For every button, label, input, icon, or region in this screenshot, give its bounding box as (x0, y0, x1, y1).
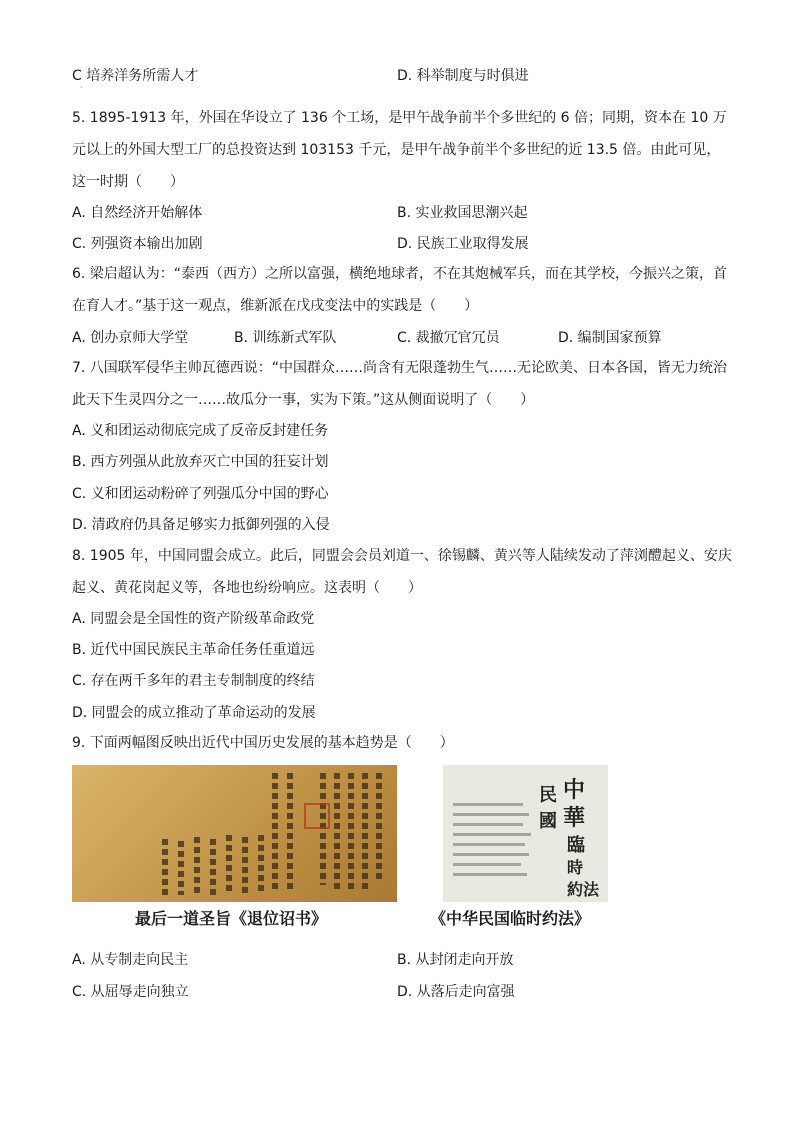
q6-option-c[interactable]: C. 裁撤冗官冗员 (397, 330, 500, 346)
caption-abdication-edict: 最后一道圣旨《退位诏书》 (135, 909, 328, 928)
stray-dot: · (80, 83, 83, 92)
q9-option-a[interactable]: A. 从专制走向民主 (72, 952, 189, 968)
q5-option-d[interactable]: D. 民族工业取得发展 (397, 236, 529, 252)
q7-option-d[interactable]: D. 清政府仍具备足够实力抵御列强的入侵 (72, 517, 330, 533)
q9-option-b[interactable]: B. 从封闭走向开放 (397, 952, 514, 968)
q4-options-row (72, 66, 732, 86)
q7-option-b[interactable]: B. 西方列强从此放弃灭亡中国的狂妄计划 (72, 454, 329, 470)
q9-stem: 9. 下面两幅图反映出近代中国历史发展的基本趋势是（ ） (72, 735, 454, 751)
q5-option-c[interactable]: C. 列强资本输出加剧 (72, 236, 203, 252)
q9-options-row-1 (72, 950, 732, 970)
q6-stem: 6. 梁启超认为：“泰西（西方）之所以富强，横绝地球者，不在其炮械军兵，而在其学校，今振兴之策，首在育人才。”基于这一观点，维新派在戊戌变法中的实践是（ ） (72, 266, 728, 314)
q4-option-d[interactable]: D. 科举制度与时俱进 (397, 68, 529, 84)
q5-stem: 5. 1895-1913 年，外国在华设立了 136 个工场，是甲午战争前半个多世纪的 6 倍；同期，资本在 10 万元以上的外国大型工厂的总投资达到 103153 千元，是甲午战争前半个多世纪的近 13.5 倍。由此可见，这一时期（ ） (72, 110, 727, 190)
q8-option-b[interactable]: B. 近代中国民族民主革命任务任重道远 (72, 642, 315, 658)
q7-stem: 7. 八国联军侵华主帅瓦德西说：“中国群众……尚含有无限蓬勃生气……无论欧美、日本各国，皆无力统治此天下生灵四分之一……故瓜分一事，实为下策。”这从侧面说明了（ ） (72, 360, 728, 408)
q8-option-c[interactable]: C. 存在两千多年的君主专制制度的终结 (72, 673, 315, 689)
q6-option-a[interactable]: A. 创办京师大学堂 (72, 330, 189, 346)
q8-option-a[interactable]: A. 同盟会是全国性的资产阶级革命政党 (72, 611, 315, 627)
q9-option-d[interactable]: D. 从落后走向富强 (397, 984, 515, 1000)
q8-stem: 8. 1905 年，中国同盟会成立。此后，同盟会会员刘道一、徐锡麟、黄兴等人陆续发动了萍浏醴起义、安庆起义、黄花岗起义等，各地也纷纷响应。这表明（ ） (72, 548, 732, 596)
q6-option-d[interactable]: D. 编制国家预算 (558, 330, 662, 346)
q5-option-a[interactable]: A. 自然经济开始解体 (72, 205, 203, 221)
q7-option-c[interactable]: C. 义和团运动粉碎了列强瓜分中国的野心 (72, 486, 329, 502)
q5-options-row-1 (72, 203, 732, 223)
q7-option-a[interactable]: A. 义和团运动彻底完成了反帝反封建任务 (72, 423, 329, 439)
provisional-constitution-image: 中 華 民 國 臨 時 約法 (443, 765, 608, 902)
q6-options-row (72, 328, 732, 348)
q4-option-c[interactable]: C 培养洋务所需人才 (72, 68, 199, 84)
q9-option-c[interactable]: C. 从屈辱走向独立 (72, 984, 189, 1000)
q5-options-row-2 (72, 234, 732, 254)
q5-option-b[interactable]: B. 实业救国思潮兴起 (397, 205, 528, 221)
q8-option-d[interactable]: D. 同盟会的成立推动了革命运动的发展 (72, 705, 316, 721)
q9-options-row-2 (72, 982, 732, 1002)
abdication-edict-image (72, 765, 397, 902)
caption-provisional-constitution: 《中华民国临时约法》 (430, 909, 591, 928)
red-seal-icon (304, 803, 330, 829)
q6-option-b[interactable]: B. 训练新式军队 (234, 330, 337, 346)
